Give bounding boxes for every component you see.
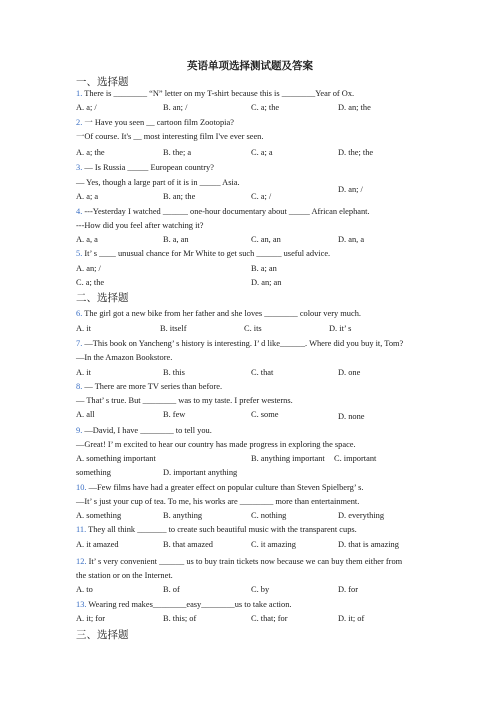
option-d[interactable]: D. one (338, 368, 361, 377)
question-number: 8. (76, 382, 83, 391)
option-d[interactable]: D. it; of (338, 614, 365, 623)
option-a[interactable]: A. all (76, 410, 95, 419)
options-3 (76, 185, 406, 202)
question-text: ---Yesterday I watched ______ one-hour documentary about _____ African elephant. (82, 207, 370, 216)
option-d[interactable]: D. the; the (338, 148, 374, 157)
options-5a (76, 263, 406, 274)
question-number: 10. (76, 483, 87, 492)
question-13 (76, 599, 291, 610)
option-a[interactable]: A. it (76, 324, 91, 333)
option-d[interactable]: D. an, a (338, 235, 365, 244)
option-d[interactable]: D. an; an (251, 278, 282, 287)
option-c[interactable]: C. some (251, 410, 279, 419)
question-number: 12. (76, 557, 87, 566)
option-b[interactable]: B. anything (163, 511, 203, 520)
option-b[interactable]: B. that amazed (163, 540, 213, 549)
question-3-reply: — Yes, though a large part of it is in _____ Asia. (76, 178, 240, 187)
option-a[interactable]: A. it amazed (76, 540, 119, 549)
option-c[interactable]: C. its (244, 324, 262, 333)
question-text: — There are more TV series than before. (82, 382, 223, 391)
question-8 (76, 381, 222, 392)
option-d[interactable]: D. it’ s (329, 324, 352, 333)
option-b[interactable]: B. of (163, 585, 180, 594)
option-c[interactable]: C. a; / (251, 192, 272, 201)
question-1 (76, 88, 354, 99)
option-a[interactable]: A. an; / (76, 264, 101, 273)
options-7 (76, 367, 406, 378)
question-10-reply: —It’ s just your cup of tea. To me, his works are ________ more than entertainment. (76, 497, 360, 506)
option-c[interactable]: C. by (251, 585, 270, 594)
option-a[interactable]: A. a; / (76, 103, 97, 112)
option-d[interactable]: D. everything (338, 511, 385, 520)
option-b[interactable]: B. an; / (163, 103, 188, 112)
option-c[interactable]: C. a; the (251, 103, 280, 112)
question-text: —David, I have ________ to tell you. (82, 426, 212, 435)
options-9a (76, 453, 406, 464)
question-9 (76, 425, 212, 436)
option-c[interactable]: C. that (251, 368, 274, 377)
option-a[interactable]: A. a; the (76, 148, 105, 157)
option-c[interactable]: C. that; for (251, 614, 288, 623)
option-c[interactable]: C. an, an (251, 235, 281, 244)
section-heading-1: 一、选择题 (76, 76, 129, 88)
question-text: —Few films have had a greater effect on popular culture than Steven Spielberg’ s. (86, 483, 364, 492)
option-d[interactable]: D. important anything (163, 468, 238, 477)
question-number: 7. (76, 339, 83, 348)
options-2 (76, 147, 406, 158)
option-b[interactable]: B. this (163, 368, 185, 377)
options-11 (76, 539, 406, 550)
question-7 (76, 338, 403, 349)
option-b[interactable]: B. few (163, 410, 186, 419)
option-c-continued: something (76, 468, 111, 477)
option-c[interactable]: C. a; the (76, 278, 105, 287)
option-a[interactable]: A. it (76, 368, 91, 377)
question-5 (76, 248, 330, 259)
question-9-reply: —Great! I’ m excited to hear our country has made progress in exploring the space. (76, 440, 356, 449)
option-b[interactable]: B. a; an (251, 264, 277, 273)
option-b[interactable]: B. a, an (163, 235, 189, 244)
question-text: — Is Russia _____ European country? (82, 163, 214, 172)
options-4 (76, 234, 406, 245)
options-13 (76, 613, 406, 624)
question-number: 11. (76, 525, 87, 534)
question-number: 2. (76, 118, 83, 127)
question-3 (76, 162, 214, 173)
option-a[interactable]: A. something (76, 511, 122, 520)
question-10 (76, 482, 363, 493)
option-b[interactable]: B. this; of (163, 614, 197, 623)
options-12 (76, 584, 406, 595)
document-title: 英语单项选择测试题及答案 (187, 60, 313, 72)
question-text: They all think _______ to create such beautiful music with the transparent cups. (86, 525, 357, 534)
option-a[interactable]: A. a, a (76, 235, 98, 244)
question-text: It’ s very convenient ______ us to buy train tickets now because we can buy them either from (86, 557, 403, 566)
question-text: It’ s ____ unusual chance for Mr White to get such ______ useful advice. (82, 249, 331, 258)
option-c[interactable]: C. important (334, 454, 377, 463)
options-5b (76, 277, 406, 288)
option-a[interactable]: A. a; a (76, 192, 99, 201)
option-c[interactable]: C. nothing (251, 511, 287, 520)
option-d[interactable]: D. an; the (338, 103, 371, 112)
question-number: 5. (76, 249, 83, 258)
question-text: There is ________ “N” letter on my T-shirt because this is ________Year of Ox. (82, 89, 355, 98)
question-number: 9. (76, 426, 83, 435)
question-text: The girl got a new bike from her father and she loves ________ colour very much. (82, 309, 361, 318)
question-number: 4. (76, 207, 83, 216)
option-a[interactable]: A. something important (76, 454, 156, 463)
question-number: 13. (76, 600, 87, 609)
option-a[interactable]: A. to (76, 585, 93, 594)
option-d[interactable]: D. none (338, 412, 365, 421)
option-c[interactable]: C. it amazing (251, 540, 296, 549)
option-d[interactable]: D. that is amazing (338, 540, 399, 549)
question-number: 1. (76, 89, 83, 98)
question-number: 3. (76, 163, 83, 172)
option-c[interactable]: C. a; a (251, 148, 273, 157)
section-heading-2: 二、选择题 (76, 292, 129, 304)
section-heading-3: 三、选择题 (76, 629, 129, 641)
option-d[interactable]: D. for (338, 585, 359, 594)
options-8 (76, 409, 406, 420)
option-b[interactable]: B. itself (160, 324, 187, 333)
question-4-reply: ---How did you feel after watching it? (76, 221, 204, 230)
question-4 (76, 206, 370, 217)
question-11 (76, 524, 357, 535)
option-b[interactable]: B. an; the (163, 192, 196, 201)
question-text: Wearing red makes________easy________us to take action. (86, 600, 292, 609)
question-2-reply: 一Of course. It's __ most interesting film I've ever seen. (76, 132, 264, 141)
option-a[interactable]: A. it; for (76, 614, 106, 623)
question-8-reply: — That’ s true. But ________ was to my taste. I prefer westerns. (76, 396, 293, 405)
option-b[interactable]: B. anything important (251, 454, 325, 463)
option-b[interactable]: B. the; a (163, 148, 192, 157)
options-10 (76, 510, 406, 521)
options-6 (76, 323, 406, 334)
question-number: 6. (76, 309, 83, 318)
question-text: 一 Have you seen __ cartoon film Zootopia? (82, 118, 234, 127)
question-2 (76, 117, 234, 128)
question-text: —This book on Yancheng’ s history is interesting. I’ d like______. Where did you buy it, Tom? (82, 339, 404, 348)
question-12-continued: the station or on the Internet. (76, 571, 173, 580)
question-7-reply: —In the Amazon Bookstore. (76, 353, 173, 362)
option-d[interactable]: D. an; / (338, 185, 363, 194)
options-9b (76, 467, 406, 478)
question-6 (76, 308, 361, 319)
question-12 (76, 556, 402, 567)
options-1 (76, 102, 406, 113)
